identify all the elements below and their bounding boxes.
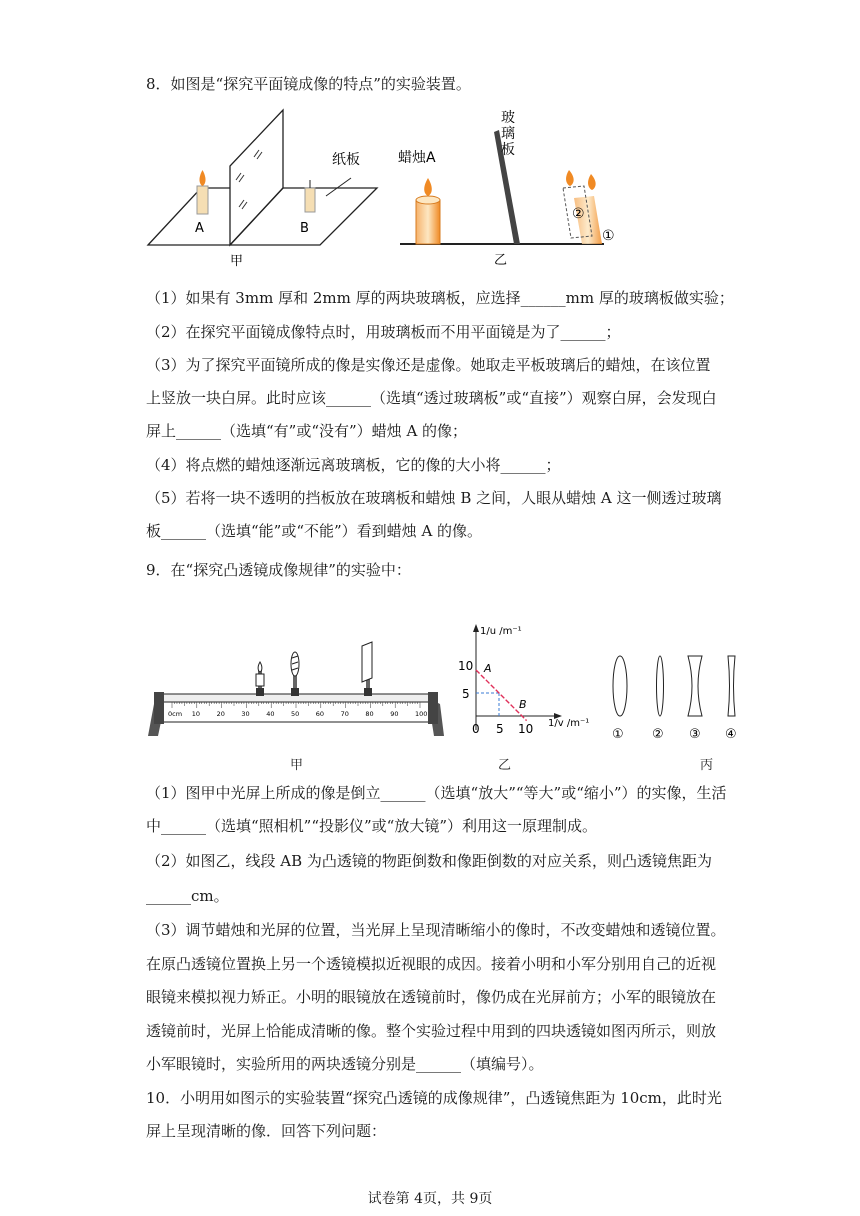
q9-bing-lens-2 [657, 656, 664, 716]
q9-yi-point-b: B [519, 698, 527, 711]
q8-jia-caption: 甲 [230, 254, 244, 269]
q8-jia-label-b: B [300, 221, 309, 236]
q9-line-3: （2）如图乙，线段 AB 为凸透镜的物距倒数和像距倒数的对应关系，则凸透镜焦距为 [146, 852, 712, 870]
q9-line-5: （3）调节蜡烛和光屏的位置，当光屏上呈现清晰缩小的像时，不改变蜡烛和透镜位置。 [146, 921, 726, 939]
q9-bing-label-4: ④ [725, 727, 737, 742]
q8-line-1: （1）如果有 3mm 厚和 2mm 厚的两块玻璃板，应选择______mm 厚的玻璃板做实验； [146, 289, 734, 307]
q8-line-6: （4）将点燃的蜡烛逐渐远离玻璃板，它的像的大小将______； [146, 456, 561, 474]
q8-title: 8．如图是“探究平面镜成像的特点”的实验装置。 [146, 75, 471, 93]
q9-ruler-label: 40 [266, 710, 275, 718]
q8-yi-caption: 乙 [494, 253, 508, 268]
q8-jia-label-paper: 纸板 [332, 152, 360, 168]
q9-ruler-label: 100 [415, 710, 428, 718]
q8-jia-label-a: A [195, 221, 204, 236]
q9-jia-caption: 甲 [290, 758, 304, 773]
q9-ruler-label: 30 [241, 710, 250, 718]
q9-bing-lens-4 [728, 656, 735, 716]
q8-yi-label-glass-2: 璃 [501, 126, 515, 142]
q9-yi-segment-ab [476, 670, 527, 721]
q9-bing-label-2: ② [652, 727, 664, 742]
q9-figure-jia [146, 636, 446, 756]
q9-figure-yi [456, 622, 596, 742]
q9-ruler-label: 60 [315, 710, 325, 718]
q9-bing-label-3: ③ [689, 727, 701, 742]
q9-line-6: 在原凸透镜位置换上另一个透镜模拟近视眼的成因。接着小明和小军分别用自己的近视 [146, 955, 717, 973]
q9-figure-bing [606, 650, 746, 750]
q9-ruler-label: 50 [291, 710, 300, 718]
q9-ruler-label: 80 [365, 710, 374, 718]
q9-ruler-label: 90 [390, 710, 399, 718]
q9-line-7: 眼镜来模拟视力矫正。小明的眼镜放在透镜前时，像仍成在光屏前方；小军的眼镜放在 [146, 988, 717, 1006]
q9-yi-x-axis-label: 1/v /m⁻¹ [548, 718, 590, 729]
q9-yi-x-tick-0: 0 [472, 722, 480, 736]
q9-bing-label-1: ① [612, 727, 624, 742]
q8-figure-yi [398, 108, 638, 268]
q8-yi-label-candle: 蜡烛A [398, 150, 436, 166]
q8-yi-label-glass-3: 板 [501, 142, 515, 158]
q9-yi-caption: 乙 [498, 758, 512, 773]
q9-line-2: 中______（选填“照相机”“投影仪”或“放大镜”）利用这一原理制成。 [146, 817, 598, 835]
q8-line-8: 板______（选填“能”或“不能”）看到蜡烛 A 的像。 [146, 522, 483, 540]
q8-line-7: （5）若将一块不透明的挡板放在玻璃板和蜡烛 B 之间，人眼从蜡烛 A 这一侧透过玻璃 [146, 489, 722, 507]
q9-ruler-label: 70 [340, 710, 349, 718]
q9-yi-point-a: A [484, 662, 492, 675]
q9-yi-x-tick-5: 5 [496, 722, 504, 736]
q9-yi-x-tick-10: 10 [518, 722, 534, 736]
q9-ruler-label: 0cm [168, 710, 183, 718]
q8-line-4: 上竖放一块白屏。此时应该______（选填“透过玻璃板”或“直接”）观察白屏，会发现白 [146, 389, 717, 407]
q8-line-3: （3）为了探究平面镜所成的像是实像还是虚像。她取走平板玻璃后的蜡烛，在该位置 [146, 356, 711, 374]
q9-line-8: 透镜前时，光屏上恰能成清晰的像。整个实验过程中用到的四块透镜如图丙所示，则放 [146, 1022, 717, 1040]
q10-line-1: 10．小明用如图示的实验装置“探究凸透镜的成像规律”，凸透镜焦距为 10cm，此时光 [146, 1089, 722, 1107]
q9-bing-lens-1 [613, 656, 627, 716]
q9-yi-y-tick-5: 5 [462, 687, 470, 701]
q9-line-1: （1）图甲中光屏上所成的像是倒立______（选填“放大”“等大”或“缩小”）的实像，生活 [146, 784, 727, 802]
q9-line-9: 小军眼镜时，实验所用的两块透镜分别是______（填编号）。 [146, 1055, 544, 1073]
q9-ruler-label: 20 [216, 710, 225, 718]
q9-title: 9．在“探究凸透镜成像规律”的实验中： [146, 561, 411, 579]
page-footer: 试卷第 4页，共 9页 [367, 1191, 493, 1207]
q9-line-4: ______cm。 [146, 887, 229, 905]
q8-yi-label-circle2: ② [572, 206, 585, 222]
q8-yi-label-glass-1: 玻 [501, 110, 515, 126]
q9-bing-lens-3 [688, 656, 702, 716]
q9-ruler-label: 10 [191, 710, 201, 718]
q8-line-5: 屏上______（选填“有”或“没有”）蜡烛 A 的像； [146, 422, 468, 440]
q8-line-2: （2）在探究平面镜成像特点时，用玻璃板而不用平面镜是为了______； [146, 323, 621, 341]
q9-bing-caption: 丙 [700, 758, 714, 773]
q10-line-2: 屏上呈现清晰的像．回答下列问题： [146, 1122, 387, 1140]
q9-yi-y-axis-label: 1/u /m⁻¹ [480, 626, 522, 637]
q9-yi-y-tick-10: 10 [458, 659, 474, 673]
q8-figure-jia [144, 112, 384, 272]
q8-yi-label-circle1: ① [602, 228, 615, 244]
